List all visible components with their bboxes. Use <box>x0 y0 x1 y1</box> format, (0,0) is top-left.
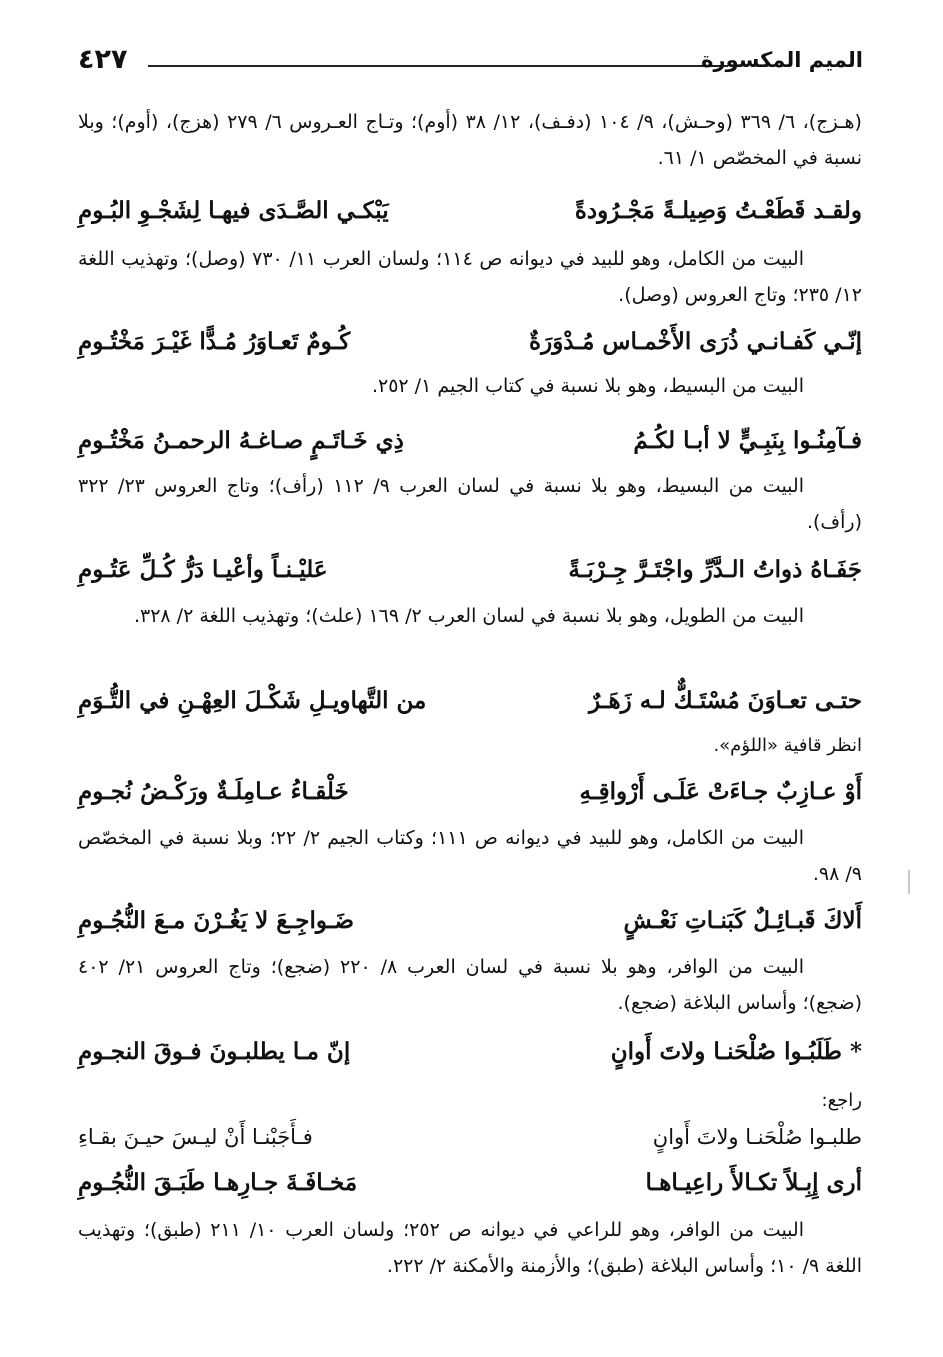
citation-note: البيت من البسيط، وهو بلا نسبة في لسان العرب ٩/ ١١٢ (رأف)؛ وتاج العروس ٢٣/ ٣٢٢ (رأف). <box>78 475 862 533</box>
poem-verse <box>78 896 862 946</box>
cross-reference: انظر قافية «اللؤم». <box>713 735 862 756</box>
poem-verse <box>78 416 862 466</box>
verse-first-hemistich: فـآمِنُـوا بِنَبِـيٍّ لا أبـا لكُـمُ <box>633 427 862 454</box>
citation-note: البيت من الطويل، وهو بلا نسبة في لسان العرب ٢/ ١٦٩ (علث)؛ وتهذيب اللغة ٢/ ٣٢٨. <box>133 605 804 627</box>
verse-first-hemistich: أَوْ عـازِبٌ جـاءَتْ عَلَـى أَرْواقِـهِ <box>579 778 862 805</box>
verse-first-hemistich: أرى إِبِـلاً تكـالأَ راعِيـاهـا <box>645 1169 862 1196</box>
cross-reference: راجع: <box>821 1090 862 1111</box>
citation-note: البيت من البسيط، وهو بلا نسبة في كتاب الجيم ١/ ٢٥٢. <box>371 375 804 397</box>
verse-first-hemistich: ولقـد قَطَعْـتُ وَصِيلـةً مَجْـرُودةً <box>574 197 862 224</box>
verse-second-hemistich: إنّ مـا يطلبـونَ فـوقَ النجـومِ <box>78 1038 351 1065</box>
chapter-title: الميم المكسورة <box>701 48 863 72</box>
page-header <box>78 44 863 84</box>
verse-second-hemistich: كُـومٌ تَعـاوَرُ مُـدًّا غَيْـرَ مَخْتُـومِ <box>78 328 351 355</box>
poem-verse <box>78 545 862 595</box>
verse-second-hemistich: ذِي خَـاتَـمٍ صـاغـهُ الرحمـنُ مَخْتُـومِ <box>78 427 404 454</box>
page-number: ٤٢٧ <box>78 44 128 75</box>
citation-note: البيت من الوافر، وهو للراعي في ديوانه ص ٢٥٢؛ ولسان العرب ١٠/ ٢١١ (طبق)؛ وتهذيب اللغة ٩/ ١٠؛ وأساس البلاغة (طبق)؛ والأزمنة والأمكنة ٢/ ٢٢٢. <box>78 1219 862 1277</box>
poem-verse <box>78 186 862 236</box>
poem-verse <box>78 767 862 817</box>
verse-second-hemistich: من التَّهاويـلِ شَكْـلَ العِهْـنِ في التُّـوَمِ <box>78 687 427 714</box>
verse-second-hemistich: يَبْكـي الصَّـدَى فيهـا لِشَجْـوِ البُـومِ <box>78 197 389 224</box>
poem-verse <box>78 1112 862 1162</box>
scan-margin-mark <box>908 870 910 894</box>
verse-first-hemistich: حتـى تعـاوَنَ مُسْتَـكٌّ لـه زَهَـرٌ <box>589 687 862 714</box>
verse-first-hemistich: إنّـي كَفـانـي ذُرَى الأَخْمـاس مُـدْوَرَةٌ <box>529 328 862 355</box>
citation-note: البيت من الوافر، وهو بلا نسبة في لسان العرب ٨/ ٢٢٠ (ضجع)؛ وتاج العروس ٢١/ ٤٠٢ (ضجع)؛ وأساس البلاغة (ضجع). <box>78 956 862 1014</box>
poem-verse <box>78 676 862 726</box>
verse-first-hemistich: * طَلَبُـوا صُلْحَنـا ولاتَ أَوانٍ <box>610 1038 862 1065</box>
poem-verse <box>78 1158 862 1208</box>
verse-second-hemistich: ضَـواجِـعَ لا يَغُـرْنَ مـعَ النُّجُـومِ <box>78 907 355 934</box>
verse-second-hemistich: خَلْقـاءُ عـامِلَـةٌ ورَكْـضُ نُجـومِ <box>78 778 349 805</box>
verse-first-hemistich: جَفَـاهُ ذواتُ الـدَّرِّ واجْتَـرَّ جِـرْبَـةً <box>568 556 862 583</box>
poem-verse <box>78 1027 862 1077</box>
verse-first-hemistich: طلبـوا صُلْحَنـا ولاتَ أَوانٍ <box>652 1125 862 1149</box>
citation-note: البيت من الكامل، وهو للبيد في ديوانه ص ١١١؛ وكتاب الجيم ٢/ ٢٢؛ وبلا نسبة في المخصّص ٩/ ٩٨. <box>78 827 862 885</box>
poem-verse <box>78 317 862 367</box>
header-rule <box>148 65 728 67</box>
verse-second-hemistich: عَليْـنـاً وأعْيـا دَرُّ كُـلِّ عَتُـومِ <box>78 556 328 583</box>
verse-first-hemistich: أَلاكَ قَبـائِـلٌ كَبَنـاتِ نَعْـشٍ <box>623 907 862 934</box>
verse-second-hemistich: فـأَجَبْنـا أَنْ ليـسَ حيـنَ بقـاءِ <box>78 1125 313 1149</box>
citation-note: البيت من الكامل، وهو للبيد في ديوانه ص ١١٤؛ ولسان العرب ١١/ ٧٣٠ (وصل)؛ وتهذيب اللغة ١٢/ ٢٣٥؛ وتاج العروس (وصل). <box>78 248 862 306</box>
verse-second-hemistich: مَخـافَـةَ جـارِهـا طَبَـقَ النُّجُـومِ <box>78 1169 358 1196</box>
citation-note: (هـزج)، ٦/ ٣٦٩ (وحـش)، ٩/ ١٠٤ (دفـف)، ١٢/ ٣٨ (أوم)؛ وتـاج العـروس ٦/ ٢٧٩ (هزج)، (أوم)؛ وبلا نسبة في المخصّص ١/ ٦١. <box>78 111 862 169</box>
